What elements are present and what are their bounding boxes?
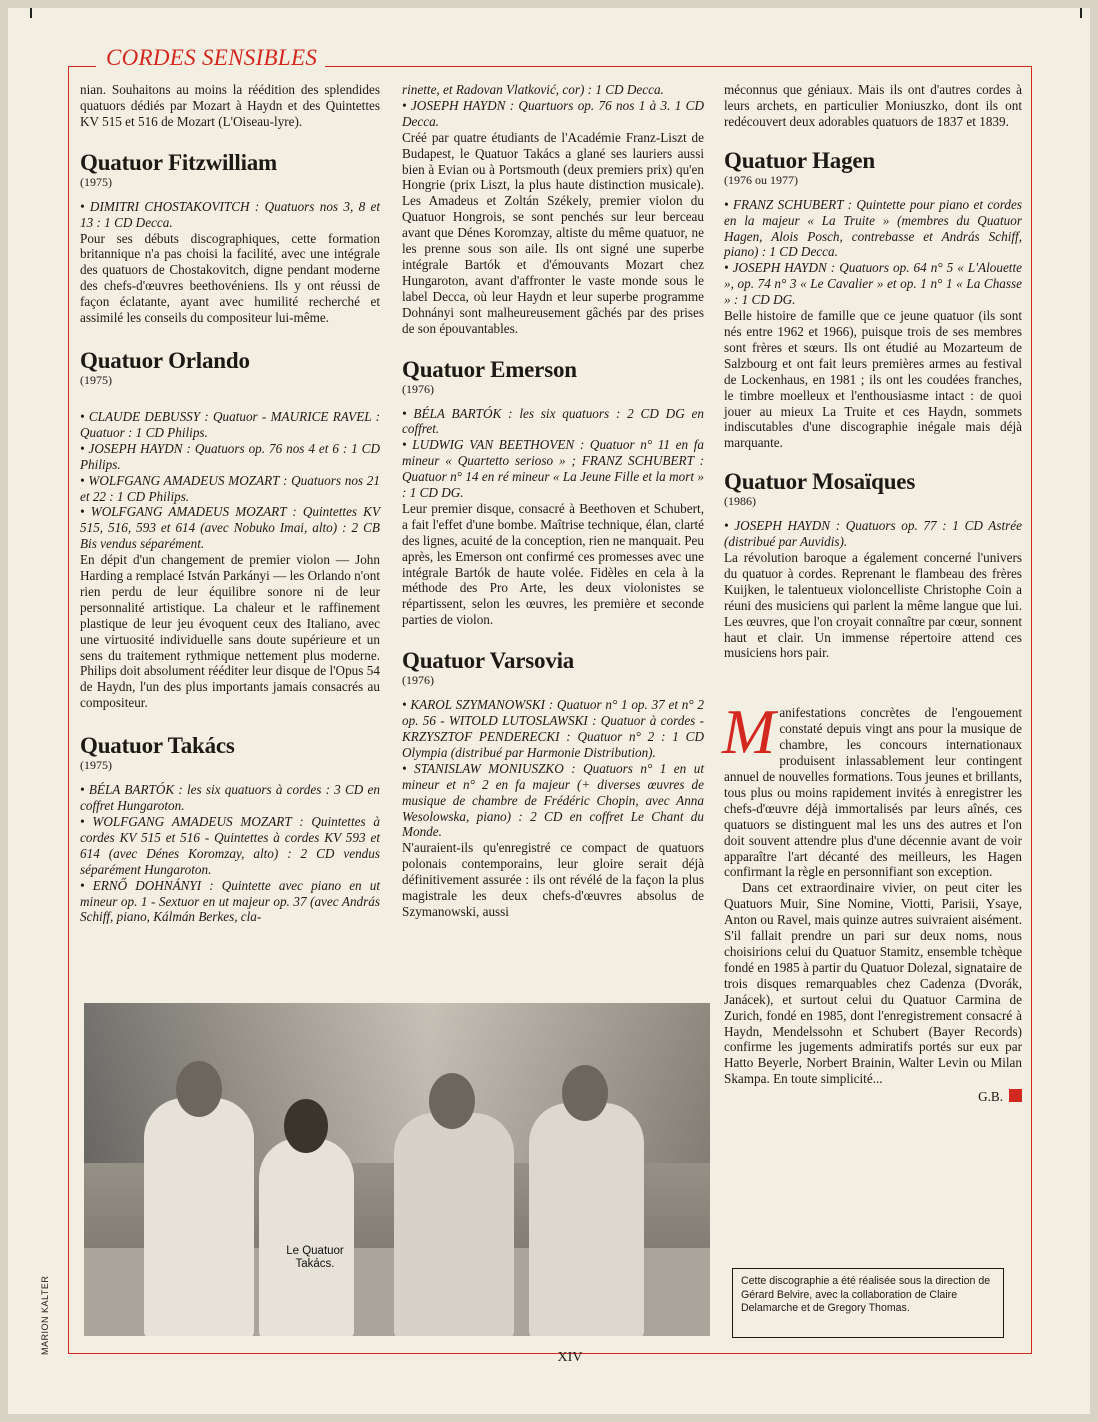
section-header [96, 40, 325, 76]
photo-head [562, 1065, 608, 1121]
photo-head [176, 1061, 222, 1117]
disc-item: • WOLFGANG AMADEUS MOZART : Quintettes à cordes KV 515 et 516 - Quintettes à cordes KV 593 et 614 (avec Dénes Koromzay, alto) : 2 CD vendus séparément Hungaroton. [80, 814, 380, 877]
year-varsovia: (1976) [402, 673, 434, 688]
disc-item: • JOSEPH HAYDN : Quatuors op. 77 : 1 CD Astrée (distribué par Auvidis). [724, 518, 1022, 550]
photo-person [394, 1113, 514, 1336]
photo-caption: Le Quatuor Takács. [286, 1245, 344, 1270]
heading-hagen: Quatuor Hagen [724, 147, 875, 173]
body-text: N'auraient-ils qu'enregistré ce compact de quatuors polonais contemporains, leur gloire serait déjà définitivement assurée : ils ont révélé de la façon la plus magistrale les deux chefs-d'œuvres absolus de Szymanowski, aussi [402, 840, 704, 919]
photo-head [429, 1073, 475, 1129]
disc-item: • JOSEPH HAYDN : Quartuors op. 76 nos 1 à 3. 1 CD Decca. [402, 97, 704, 129]
essay-paragraph: Manifestations concrètes de l'engouement constaté depuis vingt ans pour la musique de chambre, les concours internationaux produisent inlassablement leur contingent annuel de nouvelles formations. Tous jeunes et brillants, tous plus ou moins rapidement invités à enregistrer les chefs-d'œuvre déjà immortalisés par leurs aînés, ces quatuors se distinguent mal les uns des autres et l'on doit souvent attendre plus d'une décennie avant de voir apparaître l'art décanté des meilleurs, les Hagen confirmant la règle en personnifiant son exception. [722, 696, 1022, 880]
body-text: En dépit d'un changement de premier violon — John Harding a remplacé István Parkányi — les Orlando n'ont rien perdu de leur équilibre sonore ni de leur personnalité artistique. La chaleur et le raffinement plastique de leur jeu évoquent ceux des Italiano, avec une virtuosité individuelle sans doute supérieure et un sens du traitement rythmique nettement plus moderne. Philips doit absolument rééditer leur disque de l'Opus 54 de Haydn, l'un des plus importants jamais consacrés au compositeur. [80, 552, 380, 711]
drop-cap: M [722, 696, 776, 768]
disc-item: • BÉLA BARTÓK : les six quatuors : 2 CD DG en coffret. [402, 405, 704, 437]
heading-takacs: Quatuor Takács [80, 733, 235, 759]
year-mosaiques: (1986) [724, 494, 756, 509]
photo-person [529, 1103, 644, 1336]
photo-person [259, 1138, 354, 1336]
column-1 [80, 82, 380, 925]
photo-head [284, 1099, 328, 1153]
end-square-icon [1009, 1089, 1022, 1102]
heading-mosaiques: Quatuor Mosaïques [724, 469, 916, 495]
heading-emerson: Quatuor Emerson [402, 356, 577, 382]
body-text: La révolution baroque a également concerné l'univers du quatuor à cordes. Reprenant le flambeau des frères Kuijken, le talentueux violoncelliste Christophe Coin a réuni des musiciens qui parlent la même langue que lui. Les œuvres, que l'on croyait connaître par cœur, sonnent haut et clair. Un immense répertoire attend ces musiciens hors pair. [724, 550, 1022, 661]
body-text: Pour ses débuts discographiques, cette formation britannique n'a pas choisi la facilité, avec une intégrale des quatuors de Chostakovitch, digne pendant moderne des chefs-d'œuvres beethovéniens. Ils y ont réussi de façon éclatante, ayant avec humilité recherché et assimilé les conseils du compositeur lui-même. [80, 230, 380, 326]
crop-mark [8, 8, 32, 18]
heading-orlando: Quatuor Orlando [80, 347, 250, 373]
disc-item: • FRANZ SCHUBERT : Quintette pour piano et cordes en la majeur « La Truite » (membres du Quatuor Hagen, Alois Posch, contrebasse et András Schiff, piano) : 1 CD Decca. [724, 196, 1022, 260]
credits-box: Cette discographie a été réalisée sous la direction de Gérard Belvire, avec la collaboration de Claire Delamarche et de Gregory Thomas. [732, 1268, 1004, 1338]
disc-item: • STANISLAW MONIUSZKO : Quatuors n° 1 en ut mineur et n° 2 en fa majeur (+ diverses œuvres de musique de chambre de Frédéric Chopin, avec Anna Wesolowska, piano) : 2 CD en coffret Le Chant du Monde. [402, 760, 704, 840]
year-emerson: (1976) [402, 381, 434, 396]
disc-item: rinette, et Radovan Vlatković, cor) : 1 CD Decca. [402, 82, 664, 97]
disc-item: • JOSEPH HAYDN : Quatuors op. 76 nos 4 et 6 : 1 CD Philips. [80, 440, 380, 472]
disc-item: • CLAUDE DEBUSSY : Quatuor - MAURICE RAVEL : Quatuor : 1 CD Philips. [80, 408, 380, 440]
intro-text: nian. Souhaitons au moins la réédition des splendides quatuors dédiés par Mozart à Haydn et des Quintettes KV 515 et 516 de Mozart (L'Oiseau-lyre). [80, 82, 380, 129]
disc-item: • LUDWIG VAN BEETHOVEN : Quatuor n° 11 en fa mineur « Quartetto serioso » ; FRANZ SCHUBERT : Quatuor n° 14 en ré mineur « La Jeune Fille et la mort » : 1 CD DG. [402, 437, 704, 501]
section-header-text: CORDES SENSIBLES [106, 45, 318, 70]
group-photo [84, 1003, 710, 1336]
crop-mark [1058, 8, 1082, 18]
column-2 [402, 82, 704, 920]
disc-item: • WOLFGANG AMADEUS MOZART : Quatuors nos 21 et 22 : 1 CD Philips. [80, 472, 380, 504]
photo-person [144, 1098, 254, 1336]
disc-item: • WOLFGANG AMADEUS MOZART : Quintettes KV 515, 516, 593 et 614 (avec Nobuko Imai, alto) : 2 CB Bis vendus séparément. [80, 504, 380, 552]
body-text: méconnus que géniaux. Mais ils ont d'autres cordes à leurs archets, en particulier Moniuszko, dont ils ont redécouvert deux adorables quatuors de 1837 et 1839. [724, 82, 1022, 129]
heading-fitzwilliam: Quatuor Fitzwilliam [80, 149, 278, 175]
year-fitzwilliam: (1975) [80, 174, 112, 189]
body-text: Belle histoire de famille que ce jeune quatuor (ils sont nés entre 1962 et 1966), puisque trois de ses membres sont frères et sœurs. Ils ont étudié au Mozarteum de Salzbourg et ont fait leurs premières armes au festival de Lockenhaus, en 1981 ; ils ont les coudées franches, le timbre moelleux et l'enthousiasme intact : de quoi jouer au mieux La Truite et ces Haydn, sommets indiscutables d'une discographie inégale mais déjà marquante. [724, 308, 1022, 451]
column-3 [724, 82, 1022, 1105]
disc-item: • BÉLA BARTÓK : les six quatuors à cordes : 3 CD en coffret Hungaroton. [80, 782, 380, 814]
year-takacs: (1975) [80, 758, 112, 773]
year-hagen: (1976 ou 1977) [724, 172, 798, 187]
body-text: Leur premier disque, consacré à Beethoven et Schubert, a fait l'effet d'une bombe. Maîtrise technique, élan, clarté des lignes, acuité de la conception, rien ne manquait. Peu après, les Emerson ont confirmé ces promesses avec une intégrale Bartók de haute volée. Fidèles en cela à la méthode des Pro Arte, les deux violonistes se répartissent, selon les œuvres, les première et seconde parties de violon. [402, 500, 704, 628]
signature: G.B. [724, 1089, 1022, 1105]
heading-varsovia: Quatuor Varsovia [402, 648, 575, 674]
essay-paragraph: Dans cet extraordinaire vivier, on peut citer les Quatuors Muir, Sine Nomine, Viotti, Parisii, Ysaye, Anton ou Ravel, mais quinze autres suivraient aisément. S'il fallait prendre un pari sur deux noms, nous choisirions celui du Quatuor Stamitz, ensemble tchèque fondé en 1985 à partir du Quatuor Dolezal, signataire de trois disques remarquables chez Cadenza (Dvorák, Janácek), et surtout celui du Quatuor Carmina de Zurich, fondé en 1985, dont l'enregistrement consacré à Haydn, Mendelssohn et Schubert (Bayer Records) confirme les jugements admiratifs portés sur eux par Hatto Beyerle, Norbert Brainin, Walter Levin ou Milan Skampa. En toute simplicité... [724, 880, 1022, 1087]
year-orlando: (1975) [80, 372, 112, 387]
disc-item: • ERNŐ DOHNÁNYI : Quintette avec piano en ut mineur op. 1 - Sextuor en ut majeur op. 37 (avec András Schiff, piano, Kálmán Berkes, cla- [80, 877, 380, 925]
photo-credit: MARION KALTER [40, 1275, 50, 1355]
disc-item: • DIMITRI CHOSTAKOVITCH : Quatuors nos 3, 8 et 13 : 1 CD Decca. [80, 198, 380, 230]
body-text: Créé par quatre étudiants de l'Académie Franz-Liszt de Budapest, le Quatuor Takács a glané ses lauriers aussi bien à Evian ou à Portsmouth (deux premiers prix) qu'en Hongrie (prix Liszt, la plus haute distinction musicale). Les Amadeus et Zoltán Székely, premier violon du Quatuor Hongrois, se sont penchés sur leur berceau avant que Dénes Koromzay, altiste du même quatuor, ne les prenne sous son aile. Ils ont signé une superbe intégrale Bartók et d'émouvants Mozart chez Hungaroton, avant d'affronter le vaste monde sous le label Decca, où leur Haydn et leur superbe programme Dohnányi sont malheureusement gâchés par des prises de son épouvantables. [402, 129, 704, 336]
disc-item: • JOSEPH HAYDN : Quatuors op. 64 n° 5 « L'Alouette », op. 74 n° 3 « Le Cavalier » et op. 1 n° 1 « La Chasse » : 1 CD DG. [724, 260, 1022, 308]
page-number: XIV [557, 1350, 583, 1365]
disc-item: • KAROL SZYMANOWSKI : Quatuor n° 1 op. 37 et n° 2 op. 56 - WITOLD LUTOSLAWSKI : Quatuor à cordes - KRZYSZTOF PENDERECKI : Quatuor n° 2 : 1 CD Olympia (distribué par Harmonie Distribution). [402, 697, 704, 760]
